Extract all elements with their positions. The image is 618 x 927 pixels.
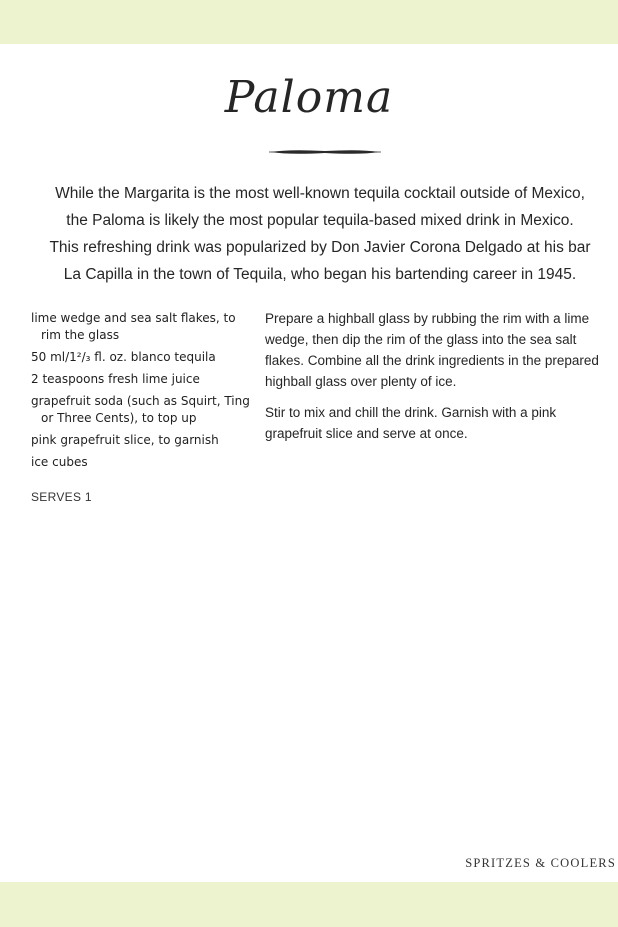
title-ornament xyxy=(269,145,381,159)
recipe-title: Paloma xyxy=(224,72,394,123)
method-text xyxy=(265,308,615,454)
ingredient-item: ice cubes xyxy=(31,455,88,469)
method-paragraph: Stir to mix and chill the drink. Garnish with a pink grapefruit slice and serve at once. xyxy=(265,405,557,441)
top-band xyxy=(0,0,618,44)
ingredient-item: grapefruit soda (such as Squirt, Ting or Three Cents), to top up xyxy=(31,394,250,425)
recipe-intro xyxy=(40,180,600,288)
ingredient-item: 2 teaspoons fresh lime juice xyxy=(31,372,200,386)
intro-line: the Paloma is likely the most popular tequila-based mixed drink in Mexico. xyxy=(66,212,574,229)
intro-line: La Capilla in the town of Tequila, who began his bartending career in 1945. xyxy=(63,266,577,283)
ingredient-list xyxy=(31,310,251,476)
section-footer: SPRITZES & COOLERS xyxy=(465,856,616,870)
intro-line: While the Margarita is the most well-known tequila cocktail outside of Mexico, xyxy=(55,185,585,202)
ingredient-item: pink grapefruit slice, to garnish xyxy=(31,433,219,447)
serves-label: SERVES 1 xyxy=(31,490,92,504)
intro-line: This refreshing drink was popularized by Don Javier Corona Delgado at his bar xyxy=(49,239,591,256)
ingredient-item: lime wedge and sea salt flakes, to rim the glass xyxy=(31,311,236,342)
bottom-band xyxy=(0,882,618,927)
ingredient-item: 50 ml/1²/₃ fl. oz. blanco tequila xyxy=(31,350,216,364)
method-paragraph: Prepare a highball glass by rubbing the rim with a lime wedge, then dip the rim of the glass into the sea salt flakes. Combine all the drink ingredients in the prepared highball glass over plenty of ice. xyxy=(265,311,599,389)
